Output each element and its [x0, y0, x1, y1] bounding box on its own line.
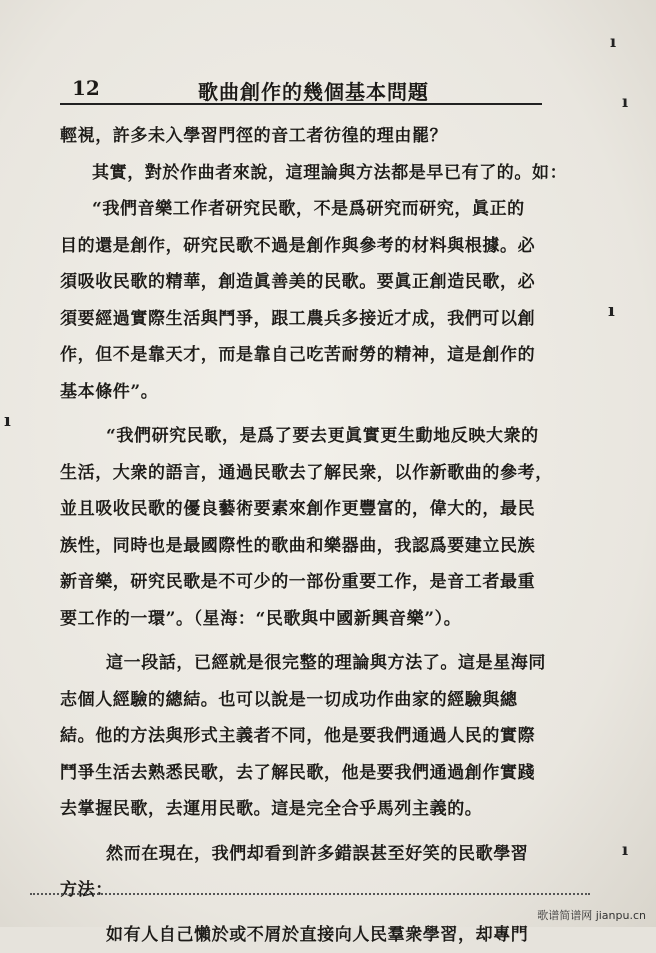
text-line: 基本條件”。: [60, 374, 560, 411]
text-line: 然而在現在，我們却看到許多錯誤甚至好笑的民歌學習: [60, 836, 560, 873]
margin-mark: ı: [4, 410, 11, 431]
page-bottom-edge: [30, 893, 590, 895]
text-line: 新音樂，研究民歌是不可少的一部份重要工作，是音工者最重: [60, 564, 560, 601]
margin-mark: ı: [622, 92, 628, 111]
text-line: 生活，大衆的語言，通過民歌去了解民衆，以作新歌曲的參考，: [60, 455, 560, 492]
margin-mark: ı: [622, 840, 628, 859]
header-rule: [60, 103, 542, 105]
page-number: 12: [72, 76, 100, 100]
text-line: 這一段話，已經就是很完整的理論與方法了。這是星海同: [60, 645, 560, 682]
text-line: “我們研究民歌，是爲了要去更眞實更生動地反映大衆的: [60, 418, 560, 455]
text-line: 輕視，許多未入學習門徑的音工者彷徨的理由罷？: [60, 118, 560, 155]
text-line: 其實，對於作曲者來說，這理論與方法都是早已有了的。如：: [60, 155, 560, 192]
text-line: 族性，同時也是最國際性的歌曲和樂器曲，我認爲要建立民族: [60, 528, 560, 565]
margin-mark: ı: [608, 300, 615, 321]
text-line: 作，但不是靠天才，而是靠自己吃苦耐勞的精神，這是創作的: [60, 337, 560, 374]
text-line: 結。他的方法與形式主義者不同，他是要我們通過人民的實際: [60, 718, 560, 755]
text-line: 去掌握民歌，去運用民歌。這是完全合乎馬列主義的。: [60, 791, 560, 828]
watermark: 歌谱简谱网 jianpu.cn: [537, 907, 646, 923]
text-line: “我們音樂工作者研究民歌，不是爲研究而研究，眞正的: [60, 191, 560, 228]
text-line: 須吸收民歌的精華，創造眞善美的民歌。要眞正創造民歌，必: [60, 264, 560, 301]
text-line: 志個人經驗的總結。也可以說是一切成功作曲家的經驗與總: [60, 682, 560, 719]
text-line: 並且吸收民歌的優良藝術要素來創作更豐富的，偉大的，最民: [60, 491, 560, 528]
running-title: 歌曲創作的幾個基本問題: [198, 76, 429, 105]
text-line: 如有人自己懶於或不屑於直接向人民羣衆學習，却專門: [60, 917, 560, 953]
body-text: [60, 118, 560, 953]
text-line: 要工作的一環”。（星海：“民歌與中國新興音樂”）。: [60, 601, 560, 638]
text-line: 方法：: [60, 872, 560, 909]
text-line: 目的還是創作，研究民歌不過是創作與參考的材料與根據。必: [60, 228, 560, 265]
margin-mark: ı: [610, 32, 616, 51]
text-line: 須要經過實際生活與鬥爭，跟工農兵多接近才成，我們可以創: [60, 301, 560, 338]
text-line: 鬥爭生活去熟悉民歌，去了解民歌，他是要我們通過創作實踐: [60, 755, 560, 792]
page-header: [62, 76, 542, 106]
